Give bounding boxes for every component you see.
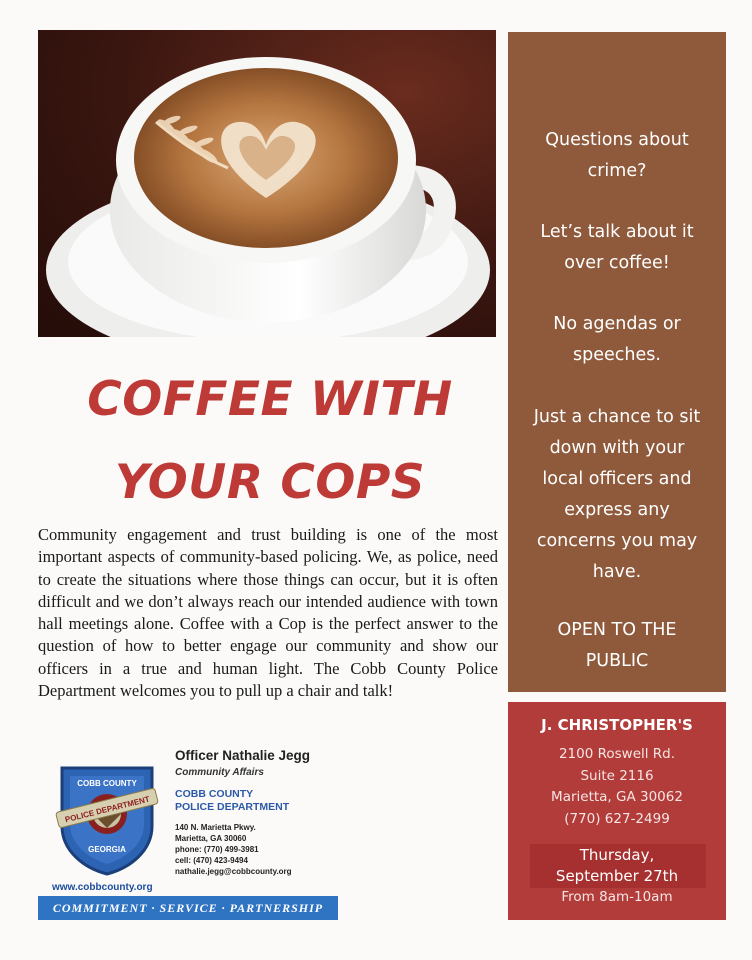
question-crime: Questions about crime? (545, 130, 689, 181)
badge-top-text: COBB COUNTY (77, 779, 137, 788)
description-paragraph: Community engagement and trust building is one of the most important aspects of community-based policing. We, as police, need to create the situations where those things can occur, but it is often difficult and we don’t always reach our intended audience with town hall meetings alone. Coffee with a Cop is the perfect answer to the question of how to better engage our community and show our officers in a true and human light. The Cobb County Police Department welcomes you to pull up a chair and talk! (38, 525, 498, 701)
event-time: From 8am-10am (561, 889, 673, 905)
title-line-2: YOUR COPS (114, 455, 426, 510)
venue-name: J. CHRISTOPHER'S (541, 716, 693, 734)
chance-to-sit: Just a chance to sit down with your local officers and express any concerns you may have. (533, 407, 701, 582)
title-line-1: COFFEE WITH (87, 372, 453, 427)
open-to-public: OPEN TO THE PUBLIC (557, 620, 677, 671)
badge-band-text: POLICE DEPARTMENT (64, 794, 151, 825)
venue-address: 2100 Roswell Rd. Suite 2116 Marietta, GA 30062 (770) 627-2499 (551, 746, 683, 827)
department-name: COBB COUNTY POLICE DEPARTMENT (175, 788, 290, 813)
contact-details: 140 N. Marietta Pkwy. Marietta, GA 30060 phone: (770) 499-3981 cell: (470) 423-9494 nathalie.jegg@cobbcounty.org (175, 823, 292, 876)
badge-bottom-text: GEORGIA (88, 845, 126, 854)
officer-role: Community Affairs (175, 767, 264, 778)
venue-box (508, 702, 726, 920)
website-link[interactable]: www.cobbcounty.org (52, 882, 153, 893)
no-agendas: No agendas or speeches. (553, 314, 681, 365)
coffee-cup-illustration (38, 30, 496, 337)
lets-talk: Let’s talk about it over coffee! (540, 222, 694, 273)
email-link[interactable]: nathalie.jegg@cobbcounty.org (175, 867, 292, 876)
officer-name: Officer Nathalie Jegg (175, 748, 311, 763)
event-date: Thursday, September 27th (555, 846, 679, 885)
motto-bar: COMMITMENT · SERVICE · PARTNERSHIP (38, 896, 338, 920)
info-sidebar (508, 32, 726, 692)
police-badge-icon (52, 756, 162, 876)
coffee-photo (38, 30, 496, 337)
officer-business-card (38, 740, 340, 922)
